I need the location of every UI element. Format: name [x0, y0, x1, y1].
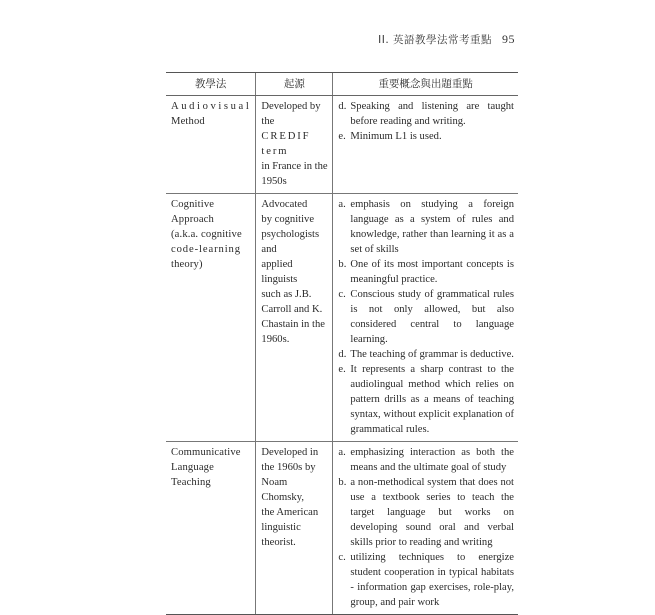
list-item — [338, 129, 514, 144]
points-cell — [333, 96, 518, 194]
origin-line: the American — [261, 507, 319, 518]
approach-line: theory) — [171, 259, 203, 270]
origin-line: 1950s — [261, 176, 287, 187]
item-text: One of its most important concepts is meaningful practice. — [350, 259, 514, 285]
origin-line: CREDIF term — [261, 131, 311, 157]
approach-cell — [166, 96, 256, 194]
list-item — [338, 347, 514, 362]
list-item — [338, 445, 514, 475]
origin-line: in France in the — [261, 161, 328, 172]
approach-line: Cognitive — [171, 199, 215, 210]
item-text: The teaching of grammar is deductive. — [350, 349, 514, 360]
item-marker: d. — [338, 349, 347, 360]
approach-line: Approach — [171, 214, 214, 225]
item-marker: b. — [338, 259, 347, 270]
origin-cell — [256, 96, 333, 194]
approach-cell — [166, 442, 256, 615]
list-item — [338, 197, 514, 257]
list-item — [338, 257, 514, 287]
item-text: a non-methodical system that does not use a textbook series to teach the target language but works on developing sound oral and verbal skills prior to reading and writing — [350, 477, 514, 548]
item-marker: c. — [338, 289, 346, 300]
column-header-origin: 起源 — [256, 73, 333, 96]
page-number: 95 — [502, 32, 515, 46]
running-header — [378, 32, 515, 47]
origin-line: Noam Chomsky, — [261, 477, 304, 503]
origin-line: such as J.B. — [261, 289, 312, 300]
approach-line: Teaching — [171, 477, 211, 488]
origin-line: applied linguists — [261, 259, 298, 285]
item-text: Speaking and listening are taught before reading and writing. — [350, 101, 514, 127]
list-item — [338, 362, 514, 437]
chapter-title: II. 英語教學法常考重點 — [378, 34, 492, 46]
origin-line: psychologists and — [261, 229, 320, 255]
origin-line: the 1960s by — [261, 462, 316, 473]
list-item — [338, 99, 514, 129]
item-marker: e. — [338, 131, 346, 142]
origin-line: Carroll and K. — [261, 304, 323, 315]
origin-line: Chastain in the — [261, 319, 325, 330]
points-cell — [333, 194, 518, 442]
approach-line: Method — [171, 116, 205, 127]
approach-line: Language — [171, 462, 214, 473]
table-header-row — [166, 73, 518, 96]
item-marker: a. — [338, 447, 346, 458]
origin-line: 1960s. — [261, 334, 290, 345]
item-text: It represents a sharp contrast to the audiolingual method which relies on pattern drills as a means of teaching syntax, without explicit explanation of grammatical rules. — [350, 364, 514, 435]
item-text: emphasis on studying a foreign language as a system of rules and knowledge, rather than learning it as a set of skills — [350, 199, 514, 255]
origin-line: Developed in — [261, 447, 319, 458]
item-text: Minimum L1 is used. — [350, 131, 442, 142]
table-row — [166, 442, 518, 615]
list-item — [338, 287, 514, 347]
origin-cell — [256, 442, 333, 615]
list-item — [338, 550, 514, 610]
item-text: Conscious study of grammatical rules is not only allowed, but also considered central to language learning. — [350, 289, 514, 345]
item-marker: d. — [338, 101, 347, 112]
table-row — [166, 194, 518, 442]
origin-cell — [256, 194, 333, 442]
approach-cell — [166, 194, 256, 442]
points-cell — [333, 442, 518, 615]
comparison-table — [166, 72, 518, 615]
item-text: emphasizing interaction as both the means and the ultimate goal of study — [350, 447, 514, 473]
item-marker: c. — [338, 552, 346, 563]
column-header-method: 教學法 — [166, 73, 256, 96]
approach-line: (a.k.a. cognitive — [171, 229, 242, 240]
list-item — [338, 475, 514, 550]
origin-line: by cognitive — [261, 214, 315, 225]
approach-line: Communicative — [171, 447, 241, 458]
approach-line: code-learning — [171, 244, 241, 255]
item-marker: e. — [338, 364, 346, 375]
origin-line: Developed by the — [261, 101, 321, 127]
table-row — [166, 96, 518, 194]
item-marker: b. — [338, 477, 347, 488]
item-marker: a. — [338, 199, 346, 210]
origin-line: linguistic theorist. — [261, 522, 301, 548]
approach-line: Audiovisual — [171, 101, 252, 112]
item-text: utilizing techniques to energize student cooperation in typical habitats - information gap exercises, role-play, group, and pair work — [350, 552, 514, 608]
column-header-key-points: 重要概念與出題重點 — [333, 73, 518, 96]
origin-line: Advocated — [261, 199, 308, 210]
